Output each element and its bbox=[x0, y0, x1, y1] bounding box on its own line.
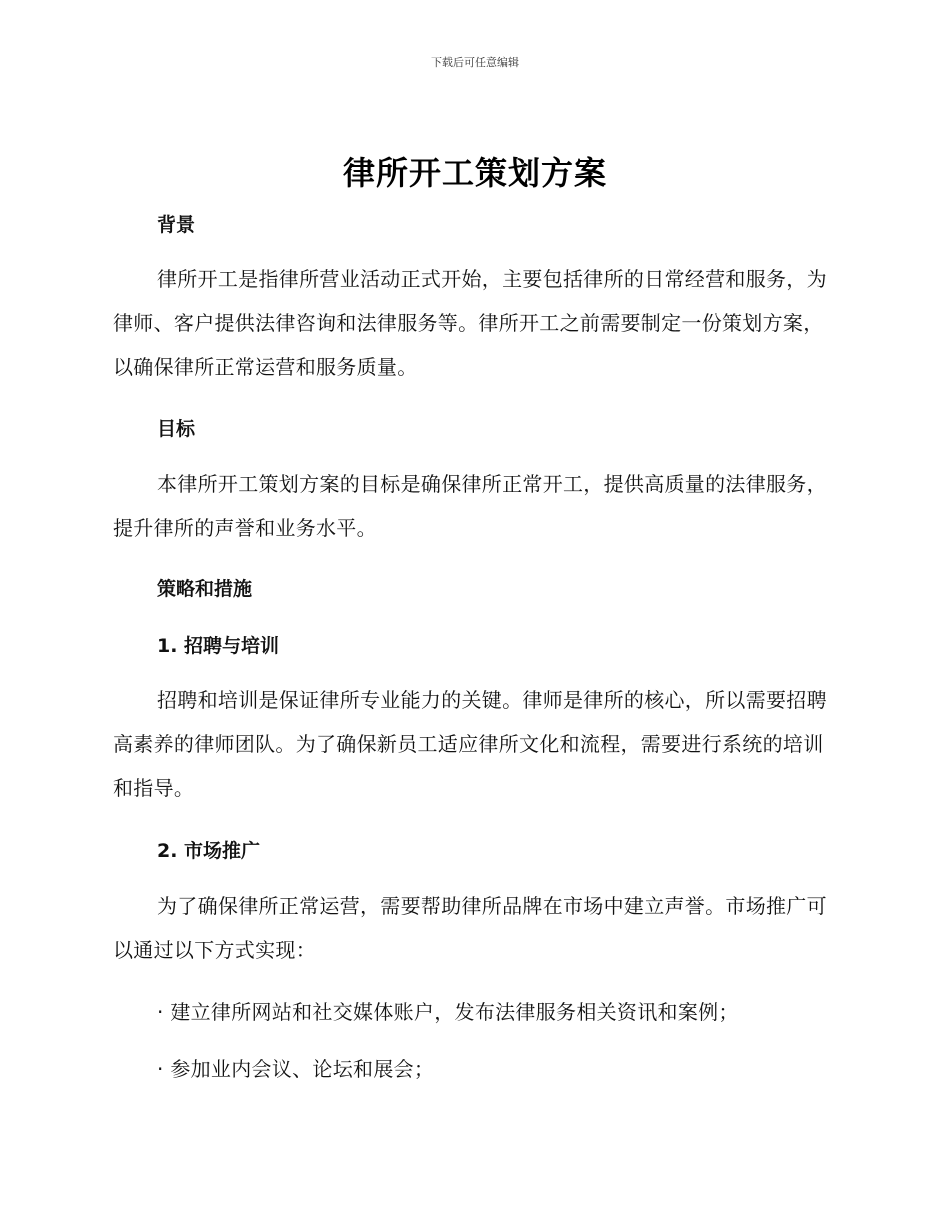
list-item: · 建立律所网站和社交媒体账户，发布法律服务相关资讯和案例； bbox=[157, 1000, 739, 1024]
paragraph-marketing: 为了确保律所正常运营，需要帮助律所品牌在市场中建立声誉。市场推广可以通过以下方式实现： bbox=[113, 894, 827, 962]
paragraph-recruit: 招聘和培训是保证律所专业能力的关键。律师是律所的核心，所以需要招聘高素养的律师团队。为了确保新员工适应律所文化和流程，需要进行系统的培训和指导。 bbox=[113, 688, 827, 800]
document-title: 律所开工策划方案 bbox=[342, 154, 607, 192]
list-item: · 参加业内会议、论坛和展会； bbox=[157, 1057, 435, 1081]
paragraph-background: 律所开工是指律所营业活动正式开始，主要包括律所的日常经营和服务，为律师、客户提供法律咨询和法律服务等。律所开工之前需要制定一份策划方案，以确保律所正常运营和服务质量。 bbox=[113, 267, 827, 379]
heading-recruit: 1. 招聘与培训 bbox=[157, 635, 280, 657]
heading-background: 背景 bbox=[157, 214, 196, 236]
heading-marketing: 2. 市场推广 bbox=[157, 840, 261, 862]
heading-strategy: 策略和措施 bbox=[157, 578, 253, 600]
heading-goal: 目标 bbox=[157, 418, 196, 440]
header-note: 下载后可任意编辑 bbox=[431, 56, 519, 69]
paragraph-goal: 本律所开工策划方案的目标是确保律所正常开工，提供高质量的法律服务，提升律所的声誉和业务水平。 bbox=[113, 472, 827, 540]
